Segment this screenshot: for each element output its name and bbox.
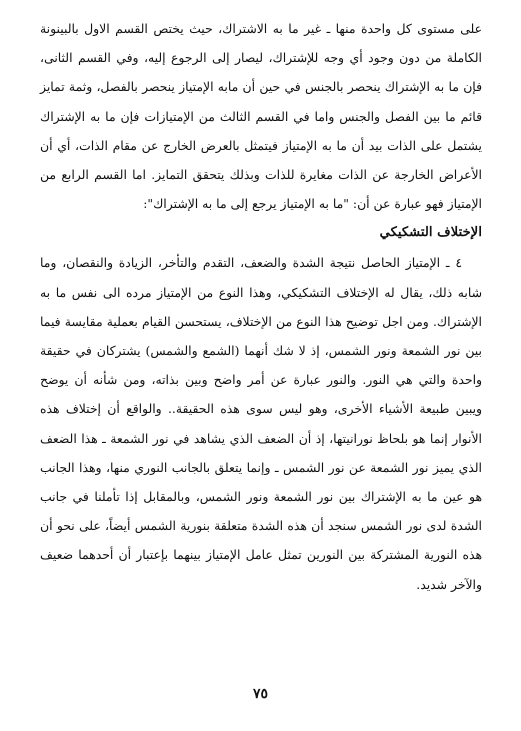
section-heading: الإختلاف التشكيكي [379, 225, 482, 241]
page-number: ٧٥ [252, 686, 269, 702]
body-paragraph-2: ٤ ـ الإمتياز الحاصل نتيجة الشدة والضعف، التقدم والتأخر، الزيادة والنقصان، وما شابه ذلك، يقال له الإختلاف التشكيكي، وهذا النوع من الإمتياز مرده الى نفس ما به الإشتراك. ومن اجل توضيح هذا النوع من الإختلاف، يستحسن القيام بعملية مقايسة فيما بين نور الشمعة ونور الشمس، إذ لا شك أنهما (الشمع والشمس) يشتركان في حقيقة واحدة والتي هي النور. والنور عبارة عن أمر واضح وبين بذاته، ومن شأنه أن يوضح ويبين طبيعة الأشياء الأخرى، وهو ليس سوى هذه الحقيقة.. والواقع أن إختلاف هذه الأنوار إنما هو بلحاظ نورانيتها، إذ أن الضعف الذي يشاهد في نور الشمعة ـ هذا الضعف الذي يميز نور الشمعة عن نور الشمس ـ وإنما يتعلق بالجانب النوري منها، وهذا الجانب هو عين ما به الإشتراك بين نور الشمعة ونور الشمس، وبالمقابل إذا تأملنا في جانب الشدة لدى نور الشمس سنجد أن هذه الشدة متعلقة بنورية الشمس أيضاً، على نحو أن هذه النورية المشتركة بين النورين تمثل عامل الإمتياز بينهما بإعتبار أن أحدهما ضعيف والآخر شديد. [40, 255, 482, 592]
body-paragraph-1: على مستوى كل واحدة منها ـ غير ما به الاشتراك، حيث يختص القسم الاول بالبينونة الكاملة من دون وجود أي وجه للإشتراك، ليصار إلى الرجوع إليه، وفي القسم الثانى، فإن ما به الإشتراك ينحصر بالجنس في حين أن مابه الإمتياز ينحصر بالفصل، وثمة تمايز قائم ما بين الفصل والجنس واما في القسم الثالث من الإمتيازات فإن ما به الإشتراك يشتمل على الذات بيد أن ما به الإمتياز فيتمثل بالعرض الخارج عن مقام الذات، أي أن الأعراض الخارجة عن الذات مغايرة للذات وبذلك يتحقق التمايز. اما القسم الرابع من الإمتياز فهو عبارة عن أن: "ما به الإمتياز يرجع إلى ما به الإشتراك": [40, 21, 482, 212]
document-page [40, 14, 482, 714]
